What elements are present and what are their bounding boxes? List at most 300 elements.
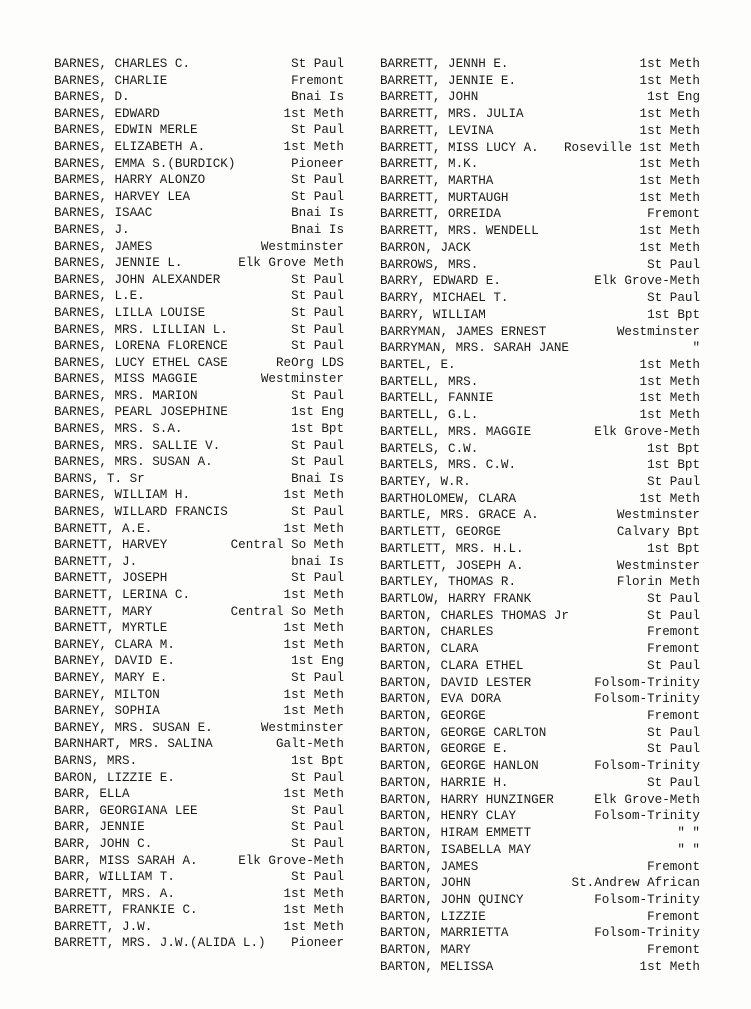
entry-row bbox=[380, 675, 700, 692]
entry-name: BARRY, MICHAEL T. bbox=[380, 291, 509, 306]
entry-church: Pioneer bbox=[291, 936, 344, 951]
entry-row bbox=[54, 537, 344, 554]
entry-row bbox=[380, 591, 700, 608]
entry-church: St Paul bbox=[647, 474, 700, 489]
entry-row bbox=[380, 574, 700, 591]
entry-name: BARTELS, C.W. bbox=[380, 441, 479, 456]
entry-name: BARNES, ELIZABETH A. bbox=[54, 139, 206, 154]
entry-church: St Paul bbox=[291, 770, 344, 785]
entry-church: 1st Meth bbox=[639, 491, 700, 506]
entry-church: Westminster bbox=[260, 372, 344, 387]
entry-name: BARTON, ISABELLA MAY bbox=[380, 842, 532, 857]
entry-name: BARTEL, E. bbox=[380, 357, 456, 372]
entry-name: BARNEY, DAVID E. bbox=[54, 654, 175, 669]
entry-name: BARNES, D. bbox=[54, 90, 130, 105]
entry-row bbox=[380, 257, 700, 274]
entry-row bbox=[380, 558, 700, 575]
entry-name: BARRY, WILLIAM bbox=[380, 307, 486, 322]
entry-row bbox=[380, 474, 700, 491]
entry-name: BARR, GEORGIANA LEE bbox=[54, 803, 198, 818]
entry-name: BARNES, LORENA FLORENCE bbox=[54, 339, 228, 354]
entry-row bbox=[54, 73, 344, 90]
entry-name: BARTON, CHARLES bbox=[380, 625, 494, 640]
entry-church: 1st Meth bbox=[639, 374, 700, 389]
entry-name: BARNETT, JOSEPH bbox=[54, 571, 168, 586]
entry-row bbox=[54, 687, 344, 704]
entry-church: 1st Bpt bbox=[647, 441, 700, 456]
entry-name: BARNES, HARVEY LEA bbox=[54, 189, 191, 204]
entry-name: BARRETT, MRS. JULIA bbox=[380, 107, 524, 122]
entry-church: ReOrg LDS bbox=[275, 355, 344, 370]
entry-row bbox=[54, 521, 344, 538]
entry-church: Elk Grove-Meth bbox=[594, 274, 700, 289]
entry-row bbox=[54, 819, 344, 836]
entry-row bbox=[54, 255, 344, 272]
entry-church: Elk Grove-Meth bbox=[238, 853, 344, 868]
entry-church: 1st Meth bbox=[283, 139, 344, 154]
entry-name: BARTELL, G.L. bbox=[380, 408, 479, 423]
entry-name: BARTON, MARRIETTA bbox=[380, 926, 509, 941]
entry-name: BARNES, CHARLES C. bbox=[54, 57, 191, 71]
entry-church: 1st Meth bbox=[283, 588, 344, 602]
entry-church: Galt-Meth bbox=[275, 737, 344, 752]
entry-name: BARRETT, MRS. WENDELL bbox=[380, 224, 539, 239]
entry-church: Calvary Bpt bbox=[616, 525, 700, 540]
entry-name: BARNES, MRS. SUSAN A. bbox=[54, 455, 213, 470]
entry-row bbox=[54, 670, 344, 687]
entry-name: BARTON, CHARLES THOMAS Jr bbox=[380, 608, 569, 623]
entry-name: BARR, JOHN C. bbox=[54, 836, 153, 851]
entry-row bbox=[380, 758, 700, 775]
entry-row bbox=[54, 935, 344, 952]
entry-row bbox=[54, 205, 344, 222]
entry-row bbox=[54, 438, 344, 455]
entry-church: 1st Meth bbox=[639, 224, 700, 239]
entry-row bbox=[54, 836, 344, 853]
entry-row bbox=[380, 842, 700, 859]
entry-church: Central So Meth bbox=[230, 538, 344, 553]
entry-row bbox=[54, 239, 344, 256]
entry-row bbox=[380, 374, 700, 391]
entry-name: BARNES, EDWARD bbox=[54, 106, 160, 121]
entry-name: BARNES, MRS. SALLIE V. bbox=[54, 438, 221, 453]
entry-name: BARRETT, JOHN bbox=[380, 90, 479, 105]
entry-church: Bnai Is bbox=[291, 90, 344, 105]
entry-name: BARTHOLOMEW, CLARA bbox=[380, 491, 517, 506]
entry-church: 1st Meth bbox=[639, 123, 700, 138]
entry-name: BARTON, HARRY HUNZINGER bbox=[380, 792, 554, 807]
entry-row bbox=[54, 338, 344, 355]
entry-church: 1st Meth bbox=[639, 408, 700, 423]
entry-row bbox=[380, 56, 700, 73]
entry-church: Fremont bbox=[647, 207, 700, 222]
entry-row bbox=[54, 786, 344, 803]
entry-church: St Paul bbox=[291, 836, 344, 851]
entry-name: BARTLEY, THOMAS R. bbox=[380, 575, 517, 590]
entry-name: BARRETT, JENNH E. bbox=[380, 57, 509, 71]
entry-name: BARRETT, J.W. bbox=[54, 919, 153, 934]
entry-row bbox=[380, 73, 700, 90]
entry-row bbox=[54, 604, 344, 621]
entry-church: St Paul bbox=[291, 670, 344, 685]
entry-name: BARTON, GEORGE E. bbox=[380, 742, 509, 757]
entry-church: 1st Bpt bbox=[291, 422, 344, 437]
entry-row bbox=[380, 775, 700, 792]
entry-name: BARNES, J. bbox=[54, 222, 130, 237]
entry-row bbox=[54, 869, 344, 886]
entry-name: BARTON, EVA DORA bbox=[380, 692, 501, 707]
entry-church: Fremont bbox=[647, 709, 700, 724]
entry-name: BARTLETT, GEORGE bbox=[380, 525, 501, 540]
entry-church: St Paul bbox=[291, 820, 344, 835]
entry-name: BARTLOW, HARRY FRANK bbox=[380, 592, 532, 606]
entry-church: Fremont bbox=[647, 625, 700, 640]
entry-church: St Paul bbox=[647, 725, 700, 740]
entry-church: St Paul bbox=[291, 455, 344, 470]
entry-name: BARTON, JOHN bbox=[380, 876, 471, 891]
entry-church: 1st Meth bbox=[639, 357, 700, 372]
entry-row bbox=[380, 808, 700, 825]
entry-church: St Paul bbox=[647, 257, 700, 272]
entry-name: BARNETT, MARY bbox=[54, 604, 153, 619]
entry-name: BARRETT, JENNIE E. bbox=[380, 73, 517, 88]
entry-church: 1st Meth bbox=[639, 391, 700, 406]
entry-church: Fremont bbox=[291, 73, 344, 88]
entry-name: BARRETT, MRS. J.W.(ALIDA L.) bbox=[54, 936, 266, 951]
entry-church: 1st Bpt bbox=[647, 458, 700, 473]
entry-row bbox=[54, 504, 344, 521]
entry-row bbox=[380, 156, 700, 173]
entry-church: Fremont bbox=[647, 943, 700, 958]
entry-name: BARRYMAN, JAMES ERNEST bbox=[380, 324, 547, 339]
entry-church: Bnai Is bbox=[291, 471, 344, 486]
entry-church: 1st Meth bbox=[639, 959, 700, 974]
entry-church: 1st Meth bbox=[283, 886, 344, 901]
entry-church: Bnai Is bbox=[291, 222, 344, 237]
entry-row bbox=[380, 457, 700, 474]
entry-row bbox=[380, 223, 700, 240]
entry-name: BARTON, HIRAM EMMETT bbox=[380, 826, 532, 841]
entry-row bbox=[380, 658, 700, 675]
entry-church: Elk Grove Meth bbox=[238, 256, 344, 271]
entry-row bbox=[380, 206, 700, 223]
entry-row bbox=[54, 487, 344, 504]
entry-name: BARTON, CLARA bbox=[380, 642, 479, 657]
entry-name: BARTON, HARRIE H. bbox=[380, 775, 509, 790]
entry-church: St Paul bbox=[647, 291, 700, 306]
entry-name: BARRY, EDWARD E. bbox=[380, 274, 501, 289]
entry-name: BARTON, MELISSA bbox=[380, 959, 494, 974]
entry-row bbox=[54, 139, 344, 156]
entry-name: BARNES, EDWIN MERLE bbox=[54, 123, 198, 138]
entry-row bbox=[380, 608, 700, 625]
entry-church: 1st Meth bbox=[639, 73, 700, 88]
entry-row bbox=[54, 122, 344, 139]
entry-church: 1st Bpt bbox=[647, 541, 700, 556]
entry-church: Westminster bbox=[260, 239, 344, 254]
entry-row bbox=[380, 140, 700, 157]
entry-row bbox=[54, 404, 344, 421]
entry-row bbox=[54, 222, 344, 239]
entry-name: BARNES, ISAAC bbox=[54, 206, 153, 221]
entry-name: BARNES, WILLIAM H. bbox=[54, 488, 191, 503]
entry-row bbox=[380, 324, 700, 341]
entry-church: Fremont bbox=[647, 859, 700, 874]
entry-church: Elk Grove-Meth bbox=[594, 424, 700, 439]
entry-church: Folsom-Trinity bbox=[594, 692, 700, 707]
entry-row bbox=[380, 106, 700, 123]
entry-name: BARNS, T. Sr bbox=[54, 471, 145, 486]
entry-name: BARNES, EMMA S.(BURDICK) bbox=[54, 156, 236, 171]
entry-name: BARNETT, LERINA C. bbox=[54, 588, 191, 602]
entry-name: BARTLETT, JOSEPH A. bbox=[380, 558, 524, 573]
entry-row bbox=[380, 507, 700, 524]
entry-church: 1st Eng bbox=[647, 90, 700, 105]
entry-name: BARNES, JAMES bbox=[54, 239, 153, 254]
entry-church: Westminster bbox=[616, 558, 700, 573]
entry-name: BARROWS, MRS. bbox=[380, 257, 479, 272]
entry-name: BARTLETT, MRS. H.L. bbox=[380, 541, 524, 556]
entry-name: BARTON, HENRY CLAY bbox=[380, 809, 517, 824]
entry-name: BARTON, GEORGE CARLTON bbox=[380, 725, 547, 740]
entry-name: BARNEY, MARY E. bbox=[54, 670, 168, 685]
entry-church: St Paul bbox=[291, 438, 344, 453]
entry-row bbox=[380, 624, 700, 641]
entry-name: BARNETT, A.E. bbox=[54, 521, 153, 536]
entry-church: 1st Meth bbox=[283, 106, 344, 121]
entry-row bbox=[380, 792, 700, 809]
entry-church: Westminster bbox=[260, 720, 344, 735]
entry-row bbox=[380, 340, 700, 357]
entry-name: BARRETT, MISS LUCY A. bbox=[380, 140, 539, 155]
entry-row bbox=[54, 189, 344, 206]
entry-row bbox=[380, 357, 700, 374]
entry-church: 1st Eng bbox=[291, 405, 344, 420]
entry-row bbox=[380, 942, 700, 959]
entry-church: St Paul bbox=[291, 173, 344, 188]
entry-church: St Paul bbox=[291, 803, 344, 818]
entry-church: St Paul bbox=[647, 775, 700, 790]
entry-row bbox=[54, 172, 344, 189]
entry-row bbox=[380, 875, 700, 892]
entry-row bbox=[380, 524, 700, 541]
entry-row bbox=[54, 902, 344, 919]
entry-name: BARR, MISS SARAH A. bbox=[54, 853, 198, 868]
entry-row bbox=[380, 859, 700, 876]
entry-church: 1st Meth bbox=[283, 903, 344, 918]
entry-name: BARTON, LIZZIE bbox=[380, 909, 486, 924]
entry-name: BARNES, MRS. LILLIAN L. bbox=[54, 322, 228, 337]
entry-church: Folsom-Trinity bbox=[594, 892, 700, 907]
entry-name: BARTON, GEORGE bbox=[380, 709, 486, 724]
entry-row bbox=[54, 554, 344, 571]
entry-row bbox=[54, 106, 344, 123]
left-column bbox=[54, 56, 344, 952]
entry-church: Folsom-Trinity bbox=[594, 926, 700, 941]
entry-church: 1st Eng bbox=[291, 654, 344, 669]
entry-row bbox=[380, 173, 700, 190]
entry-name: BARNES, PEARL JOSEPHINE bbox=[54, 405, 228, 420]
entry-church: 1st Meth bbox=[639, 240, 700, 255]
entry-church: St Paul bbox=[647, 592, 700, 606]
entry-church: St Paul bbox=[647, 742, 700, 757]
entry-row bbox=[380, 190, 700, 207]
entry-church: Folsom-Trinity bbox=[594, 675, 700, 690]
entry-row bbox=[54, 388, 344, 405]
entry-church: St Paul bbox=[291, 289, 344, 304]
entry-name: BARRETT, MARTHA bbox=[380, 174, 494, 189]
entry-name: BARRETT, M.K. bbox=[380, 157, 479, 172]
entry-name: BARTELL, FANNIE bbox=[380, 391, 494, 406]
entry-church: Folsom-Trinity bbox=[594, 809, 700, 824]
entry-row bbox=[380, 691, 700, 708]
entry-church: 1st Meth bbox=[639, 157, 700, 172]
entry-church: Elk Grove-Meth bbox=[594, 792, 700, 807]
entry-church: St Paul bbox=[291, 272, 344, 287]
entry-name: BARTON, JOHN QUINCY bbox=[380, 892, 524, 907]
entry-name: BARRETT, FRANKIE C. bbox=[54, 903, 198, 918]
entry-church: Fremont bbox=[647, 642, 700, 657]
entry-name: BARRYMAN, MRS. SARAH JANE bbox=[380, 341, 569, 356]
entry-church: St Paul bbox=[647, 658, 700, 673]
entry-church: Central So Meth bbox=[230, 604, 344, 619]
entry-name: BARTELL, MRS. MAGGIE bbox=[380, 424, 532, 439]
entry-row bbox=[380, 89, 700, 106]
entry-church: St Paul bbox=[291, 571, 344, 586]
entry-church: 1st Meth bbox=[639, 190, 700, 205]
entry-church: 1st Meth bbox=[283, 521, 344, 536]
entry-name: BARRETT, LEVINA bbox=[380, 123, 494, 138]
entry-church: 1st Meth bbox=[283, 687, 344, 702]
entry-row bbox=[380, 925, 700, 942]
entry-name: BARNS, MRS. bbox=[54, 753, 138, 768]
entry-church: 1st Meth bbox=[639, 107, 700, 122]
entry-name: BARTON, JAMES bbox=[380, 859, 479, 874]
entry-church: " " bbox=[677, 826, 700, 841]
entry-church: 1st Meth bbox=[283, 488, 344, 503]
entry-row bbox=[54, 355, 344, 372]
entry-church: " bbox=[692, 341, 700, 356]
entry-name: BARNEY, MRS. SUSAN E. bbox=[54, 720, 213, 735]
entry-church: St Paul bbox=[647, 608, 700, 623]
entry-row bbox=[54, 736, 344, 753]
entry-church: Pioneer bbox=[291, 156, 344, 171]
entry-name: BARTELL, MRS. bbox=[380, 374, 479, 389]
entry-row bbox=[54, 919, 344, 936]
entry-row bbox=[380, 123, 700, 140]
entry-row bbox=[380, 959, 700, 976]
entry-row bbox=[54, 371, 344, 388]
entry-name: BARNES, JENNIE L. bbox=[54, 256, 183, 271]
entry-row bbox=[54, 89, 344, 106]
entry-row bbox=[380, 240, 700, 257]
entry-church: St Paul bbox=[291, 57, 344, 71]
entry-name: BARR, JENNIE bbox=[54, 820, 145, 835]
entry-row bbox=[54, 288, 344, 305]
entry-row bbox=[54, 56, 344, 73]
entry-name: BARR, WILLIAM T. bbox=[54, 870, 175, 885]
entry-church: St.Andrew African bbox=[571, 876, 700, 891]
entry-name: BARTEY, W.R. bbox=[380, 474, 471, 489]
entry-church: St Paul bbox=[291, 305, 344, 320]
entry-name: BARNES, CHARLIE bbox=[54, 73, 168, 88]
entry-name: BARNES, MRS. S.A. bbox=[54, 422, 183, 437]
entry-row bbox=[380, 491, 700, 508]
entry-row bbox=[380, 825, 700, 842]
entry-row bbox=[54, 587, 344, 604]
entry-church: 1st Meth bbox=[639, 57, 700, 71]
entry-name: BARTON, GEORGE HANLON bbox=[380, 759, 539, 774]
entry-church: St Paul bbox=[291, 505, 344, 520]
entry-name: BARNETT, J. bbox=[54, 554, 138, 569]
entry-name: BARMES, HARRY ALONZO bbox=[54, 173, 206, 188]
entry-church: Roseville 1st Meth bbox=[563, 140, 700, 155]
entry-row bbox=[54, 570, 344, 587]
entry-row bbox=[380, 307, 700, 324]
entry-row bbox=[54, 305, 344, 322]
entry-row bbox=[54, 637, 344, 654]
entry-name: BARRETT, MURTAUGH bbox=[380, 190, 509, 205]
entry-row bbox=[380, 725, 700, 742]
entry-name: BARNES, LILLA LOUISE bbox=[54, 305, 206, 320]
entry-name: BARRON, JACK bbox=[380, 240, 471, 255]
entry-row bbox=[54, 803, 344, 820]
entry-church: 1st Meth bbox=[283, 637, 344, 652]
entry-name: BARNEY, CLARA M. bbox=[54, 637, 175, 652]
entry-row bbox=[380, 424, 700, 441]
entry-name: BARTON, DAVID LESTER bbox=[380, 675, 532, 690]
entry-row bbox=[54, 853, 344, 870]
entry-name: BARNES, JOHN ALEXANDER bbox=[54, 272, 221, 287]
entry-row bbox=[380, 290, 700, 307]
entry-row bbox=[54, 156, 344, 173]
entry-church: 1st Bpt bbox=[647, 307, 700, 322]
entry-name: BARNES, L.E. bbox=[54, 289, 145, 304]
entry-church: 1st Meth bbox=[283, 919, 344, 934]
entry-row bbox=[380, 741, 700, 758]
entry-row bbox=[54, 471, 344, 488]
entry-row bbox=[54, 272, 344, 289]
entry-church: St Paul bbox=[291, 189, 344, 204]
entry-name: BARTLE, MRS. GRACE A. bbox=[380, 508, 539, 523]
entry-name: BARNEY, MILTON bbox=[54, 687, 160, 702]
entry-row bbox=[54, 753, 344, 770]
entry-row bbox=[54, 421, 344, 438]
entry-row bbox=[54, 770, 344, 787]
entry-church: St Paul bbox=[291, 339, 344, 354]
entry-church: Fremont bbox=[647, 909, 700, 924]
entry-church: St Paul bbox=[291, 388, 344, 403]
entry-row bbox=[54, 322, 344, 339]
entry-name: BARTON, MARY bbox=[380, 943, 471, 958]
entry-church: Florin Meth bbox=[616, 575, 700, 590]
entry-row bbox=[54, 703, 344, 720]
entry-row bbox=[380, 909, 700, 926]
entry-row bbox=[380, 441, 700, 458]
entry-name: BARNES, LUCY ETHEL CASE bbox=[54, 355, 228, 370]
entry-church: Bnai Is bbox=[291, 206, 344, 221]
entry-row bbox=[54, 454, 344, 471]
entry-row bbox=[380, 390, 700, 407]
entry-name: BARNEY, SOPHIA bbox=[54, 704, 160, 719]
entry-name: BARNETT, HARVEY bbox=[54, 538, 168, 553]
entry-church: 1st Bpt bbox=[291, 753, 344, 768]
entry-name: BARTON, CLARA ETHEL bbox=[380, 658, 524, 673]
entry-church: 1st Meth bbox=[283, 787, 344, 802]
entry-church: St Paul bbox=[291, 322, 344, 337]
entry-row bbox=[54, 653, 344, 670]
entry-name: BARNES, WILLARD FRANCIS bbox=[54, 505, 228, 520]
